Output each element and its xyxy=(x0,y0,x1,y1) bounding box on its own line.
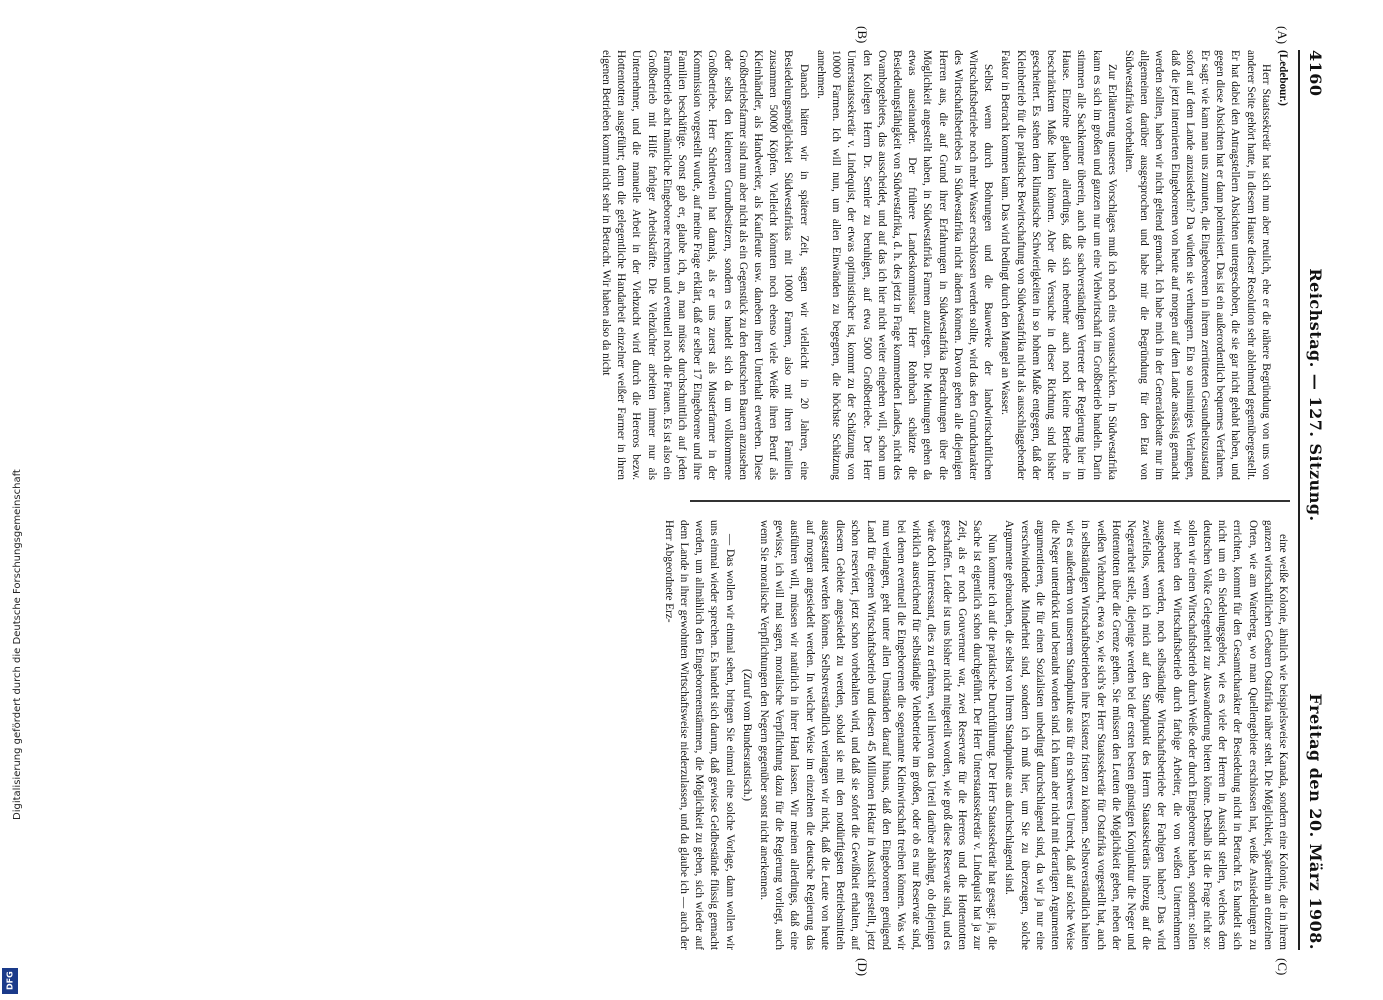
paragraph: Herr Staatssekretär hat sich nun aber neulich, ehe er die nähere Begründung von uns von anderer Seite gehört hatte, in diesem Hause dieser Resolution sehr ablehnend gegenübergestellt. Er hat dabei den Antragstellern Absichten untergeschoben, die sie gar nicht gehabt haben, und gegen diese Absichten hat er dann polemisiert. Das ist ein außerordentlich bequemes Verfahren. Er sagt: wie kann man uns zumuten, die Eingeborenen in ihrem zerrütteten Gesundheitszustand sofort auf dem Lande anzusiedeln? Da würden sie verhungern. Ein so unsinniges Verlangen, daß die jetzt internierten Eingeborenen von heute auf morgen auf dem Lande ansässig gemacht werden sollten, haben wir nicht geltend gemacht. Ich habe mich in der Generaldebatte nur im allgemeinen darüber ausgesprochen und habe mir die Begründung für den Etat von Südwestafrika vorbehalten. xyxy=(1122,50,1272,480)
text-column-right xyxy=(662,520,1290,950)
paragraph: Selbst wenn durch Bohrungen und die Bauwerke der landwirtschaftlichen Wirtschaftsbetriebe noch mehr Wasser erschlossen werden sollte, wird das den Grundcharakter des Wirtschaftsbetriebes in Südwestafrika nicht ändern können. Davon gehen alle diejenigen Herren aus, die auf Grund ihrer Erfahrungen in Südwestafrika Betrachtungen über die Möglichkeit angestellt haben, in Südwestafrika Farmen anzulegen. Die Meinungen gehen da etwas auseinander. Der frühere Landeskommissar Herr Rohrbach schätzte die Besiedelungsfähigkeit von Südwestafrika, d. h. des jetzt in Frage kommenden Landes, nicht des Ovambogebietes, das ausscheidet, und auf das ich hier nicht weiter eingehen will, schon um den Kollegen Herrn Dr. Semler zu beruhigen, auf etwa 5000 Großbetriebe. Der Herr Unterstaatssekretär v. Lindequist, der etwas optimistischer ist, kommt zu der Schätzung von 10000 Farmen. Ich will nun, um allen Einwänden zu begegnen, die höchste Schätzung annehmen. xyxy=(814,50,995,480)
header-rule xyxy=(1298,50,1300,950)
paragraph: Danach hätten wir in späterer Zeit, sagen wir vielleicht in 20 Jahren, eine Besiedelungsmöglichkeit Südwestafrikas mit 10000 Farmen, also mit ihren Familien zusammen 50000 Köpfen. Vielleicht könnten noch ebenso viele Weiße ihren Beruf als Kleinhändler, als Handwerker, als Kaufleute usw. daneben ihren Unterhalt erwerben. Diese Großbetriebsfarmer sind nun aber nicht als ein Gegenstück zu den deutschen Bauern anzusehen oder selbst den kleineren Grundbesitzern, sondern es handelt sich da um vollkommene Großbetriebe. Herr Schlettwein hat damals, als er uns zuerst als Musterfarmer in der Kommission vorgestellt wurde, auf meine Frage erklärt, daß er selber 17 Eingeborene und ihre Familien beschäftige. Sonst gab er, glaube ich, an, man müsse durchschnittlich auf jeden Farmbetrieb acht männliche Eingeborene rechnen und eventuell noch die Frauen. Es ist also ein Großbetrieb mit Hilfe farbiger Arbeitskräfte. Die Viehzüchter arbeiten immer nur als Unternehmer, und die manuelle Arbeit in der Viehzucht wird durch die Hereros bezw. Hottentotten ausgeführt; denn die gelegentliche Handarbeit einzelner weißer Farmer in ihren eigenen Betrieben kommt nicht sehr in Betracht. Wir haben also da nicht xyxy=(600,50,810,480)
margin-marker-d: (D) xyxy=(855,958,870,977)
page-header xyxy=(1302,50,1330,950)
page-date: Freitag den 20. März 1908. xyxy=(1306,693,1326,950)
paragraph: eine weiße Kolonie, ähnlich wie beispielsweise Kanada, sondern eine Kolonie, die in ihrem ganzen wirtschaftlichen Gebaren Ostafrika näher steht. Die Möglichkeit, späterhin an einzelnen Orten, wie am Waterberg, wo man Quellengebiete erschlossen hat, weiße Ansiedelungen zu errichten, kommt für den Gesamtcharakter der Besiedelung nicht in Betracht. Es handelt sich nicht um ein Siedelungsgebiet, wie es viele der Herren in Aussicht stellen, welches dem deutschen Volke Gelegenheit zur Auswanderung bieten könne. Deshalb ist die Frage nicht so: sollen wir einen Wirtschaftsbetrieb durch Weiße oder durch Eingeborene haben, sondern: sollen wir neben den Wirtschaftsbetrieb durch farbige Arbeiter, die von weißen Unternehmern ausgebeutet werden, noch selbständige Wirtschaftsbetriebe der Farbigen haben? Das wird zweifellos, wenn ich mich auf den Standpunkt des Herrn Staatssekretärs inbezug auf die Negerarbeit stelle, diejenige werden bei der ersten besten günstigen Konjunktur die Neger und Hottentotten über die Grenze gehen. Sie müssen den Leuten die Möglichkeit geben, neben der weißen Viehzucht, etwa so, wie sich's der Herr Staatssekretär für Ostafrika vorgestellt hat, auch in selbständigen Wirtschaftsbetrieben ihre Existenz fristen zu können. Selbstverständlich halten wir es außerdem von unserem Standpunkte aus für ein schweres Unrecht, daß auf solche Weise die Neger unterdrückt und beraubt worden sind. Ich kann aber nicht mit derartigen Argumenten argumentieren, die für einen Sozialisten unbedingt durchschlagend sind, da wir ja nur eine verschwindende Minderheit sind, sondern ich muß hier, um Sie zu überzeugen, solche Argumente gebrauchen, die selbst von Ihrem Standpunkte aus durchschlagend sind. xyxy=(1003,520,1289,950)
page-title: Reichstag. — 127. Sitzung. xyxy=(1306,268,1326,522)
column-separator xyxy=(690,500,1290,502)
paragraph: Zur Erläuterung unseres Vorschlages muß ich noch eins vorausschicken. In Südwestafrika kann es sich im großen und ganzen nur um eine Viehwirtschaft im Großbetrieb handeln. Darin stimmen alle Sachkenner überein, auch die sachverständigen Vertreter der Regierung hier im Hause. Einzelne glauben allerdings, daß sich nebenher auch noch kleine Betriebe in beschränktem Maße halten können. Aber die Versuche in dieser Richtung sind bisher gescheitert. Es stehen dem klimatische Schwierigkeiten in so hohem Maße entgegen, daß der Kleinbetrieb für die praktische Bewirtschaftung von Südwestafrika nicht als ausschlaggebender Faktor in Betracht kommen kann. Das wird bedingt durch den Mangel an Wasser. xyxy=(999,50,1118,480)
text-column-left xyxy=(600,50,1290,480)
document-page xyxy=(70,26,1330,977)
margin-marker-a: (A) xyxy=(1275,26,1290,45)
page-number: 4160 xyxy=(1306,50,1326,97)
dfg-logo: DFG xyxy=(2,968,18,994)
speaker-name: (Ledebour.) xyxy=(1277,50,1289,106)
interjection: (Zuruf vom Bundesratstisch.) xyxy=(740,668,753,802)
paragraph: Nun komme ich auf die praktische Durchführung. Der Herr Staatssekretär hat gesagt: ja, die Sache ist eigentlich schon durchgeführt. Der Herr Unterstaatssekretär v. Lindequist hat ja zur Zeit, als er noch Gouverneur war, zwei Reservate für die Hereros und die Hottentotten geschaffen. Leider ist uns bisher nicht mitgeteilt worden, wie groß diese Reservate sind, und es wäre doch interessant, dies zu erfahren, weil hiervon das Urteil darüber abhängt, ob diejenigen wirklich ausreichend für selbständige Viehbetriebe im großen, oder ob es nur Reservate sind, bei denen eventuell die Eingeborenen die sogenannte Kleinwirtschaft treiben können. Was wir nun verlangen, geht unter allen Umständen darauf hinaus, daß den Eingeborenen genügend Land für eigenen Wirtschaftsbetrieb und diesen 45 Millionen Hektar in Aussicht gestellt, jetzt schon reserviert, jetzt schon vorbehalten wird, und daß sie sofort die Gewißheit erhalten, auf diesem Gebiete angesiedelt zu werden, sobald sie mit den notdürftigsten Betriebsmitteln ausgestattet werden können. Selbstverständlich verlangen wir nicht, daß die Leute von heute auf morgen angesiedelt werden. In welcher Weise im einzelnen die deutsche Regierung das ausführen will, müssen wir natürlich in ihrer Hand lassen. Wir meinen allerdings, daß eine gewisse, ich will mal sagen, moralische Verpflichtung dazu für die Regierung vorliegt, auch wenn Sie moralische Verpflichtungen den Negern gegenüber sonst nicht anerkennen. xyxy=(758,520,999,950)
margin-marker-b: (B) xyxy=(855,26,870,44)
paragraph: — Das wollen wir einmal sehen, bringen Sie einmal eine solche Vorlage, dann wollen wir uns einmal wieder sprechen. Es handelt sich darum, daß gewisse Geldbestände flüssig gemacht werden, um allmählich den Eingeborenenstämmen, die Möglichkeit zu geben, sich wieder auf dem Lande in ihrer gewohnten Wirtschaftsweise niederzulassen, und da glaube ich — auch der Herr Abgeordnete Erz- xyxy=(662,520,736,950)
digitization-note: Digitalisierung gefördert durch die Deutsche Forschungsgemeinschaft xyxy=(12,469,23,820)
margin-marker-c: (C) xyxy=(1275,958,1290,976)
